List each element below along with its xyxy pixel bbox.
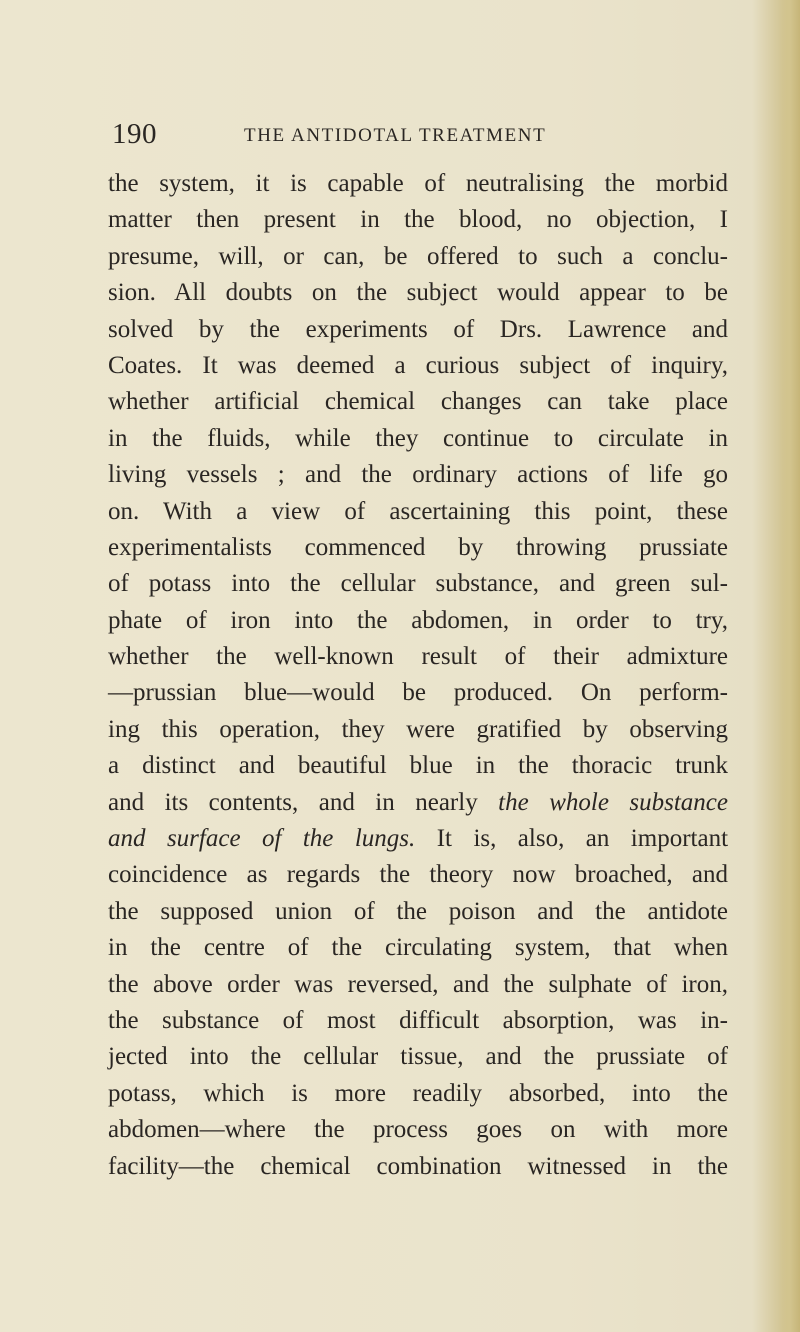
italic-phrase: and surface of the lungs. [108, 825, 416, 853]
text-segment: It is, also, an important [436, 825, 729, 853]
text-line: whether the well-known result of their admixture [108, 643, 728, 671]
text-line: the substance of most difficult absorption, was in- [108, 1006, 728, 1034]
text-line: living vessels ; and the ordinary actions of life go [108, 461, 728, 489]
text-line: of potass into the cellular substance, and green sul- [108, 570, 728, 598]
text-line: Coates. It was deemed a curious subject of inquiry, [108, 351, 728, 379]
text-line: facility—the chemical combination witnessed in the [108, 1152, 728, 1180]
italic-phrase: the whole substance [498, 788, 728, 816]
page-header [112, 118, 712, 154]
text-line: the supposed union of the poison and the antidote [108, 897, 728, 925]
text-line: jected into the cellular tissue, and the prussiate of [108, 1043, 728, 1071]
text-line: a distinct and beautiful blue in the thoracic trunk [108, 752, 728, 780]
text-line: sion. All doubts on the subject would appear to be [108, 279, 728, 307]
body-text [108, 166, 728, 1185]
text-segment: and its contents, and in nearly [108, 788, 478, 816]
text-line: phate of iron into the abdomen, in order to try, [108, 606, 728, 634]
text-line: matter then present in the blood, no objection, I [108, 206, 728, 234]
text-line: the above order was reversed, and the sulphate of iron, [108, 970, 728, 998]
text-line: whether artificial chemical changes can take place [108, 388, 728, 416]
text-line: the system, it is capable of neutralising the morbid [108, 170, 728, 197]
text-line: solved by the experiments of Drs. Lawrence and [108, 315, 728, 343]
text-line: in the centre of the circulating system, that when [108, 934, 728, 962]
text-line: —prussian blue—would be produced. On perform- [108, 679, 728, 707]
text-line-with-italic [108, 821, 728, 857]
page-number: 190 [112, 118, 157, 150]
running-head: THE ANTIDOTAL TREATMENT [244, 125, 547, 146]
text-line: experimentalists commenced by throwing prussiate [108, 533, 728, 561]
text-line: abdomen—where the process goes on with more [108, 1116, 728, 1144]
text-line: presume, will, or can, be offered to such a conclu- [108, 242, 728, 270]
text-line: on. With a view of ascertaining this point, these [108, 497, 728, 525]
text-line: in the fluids, while they continue to circulate in [108, 424, 728, 452]
text-line: coincidence as regards the theory now broached, and [108, 861, 728, 889]
text-line: ing this operation, they were gratified by observing [108, 715, 728, 743]
page-edge-shadow [778, 0, 800, 1332]
text-line: potass, which is more readily absorbed, into the [108, 1079, 728, 1107]
text-line-with-italic [108, 785, 728, 821]
